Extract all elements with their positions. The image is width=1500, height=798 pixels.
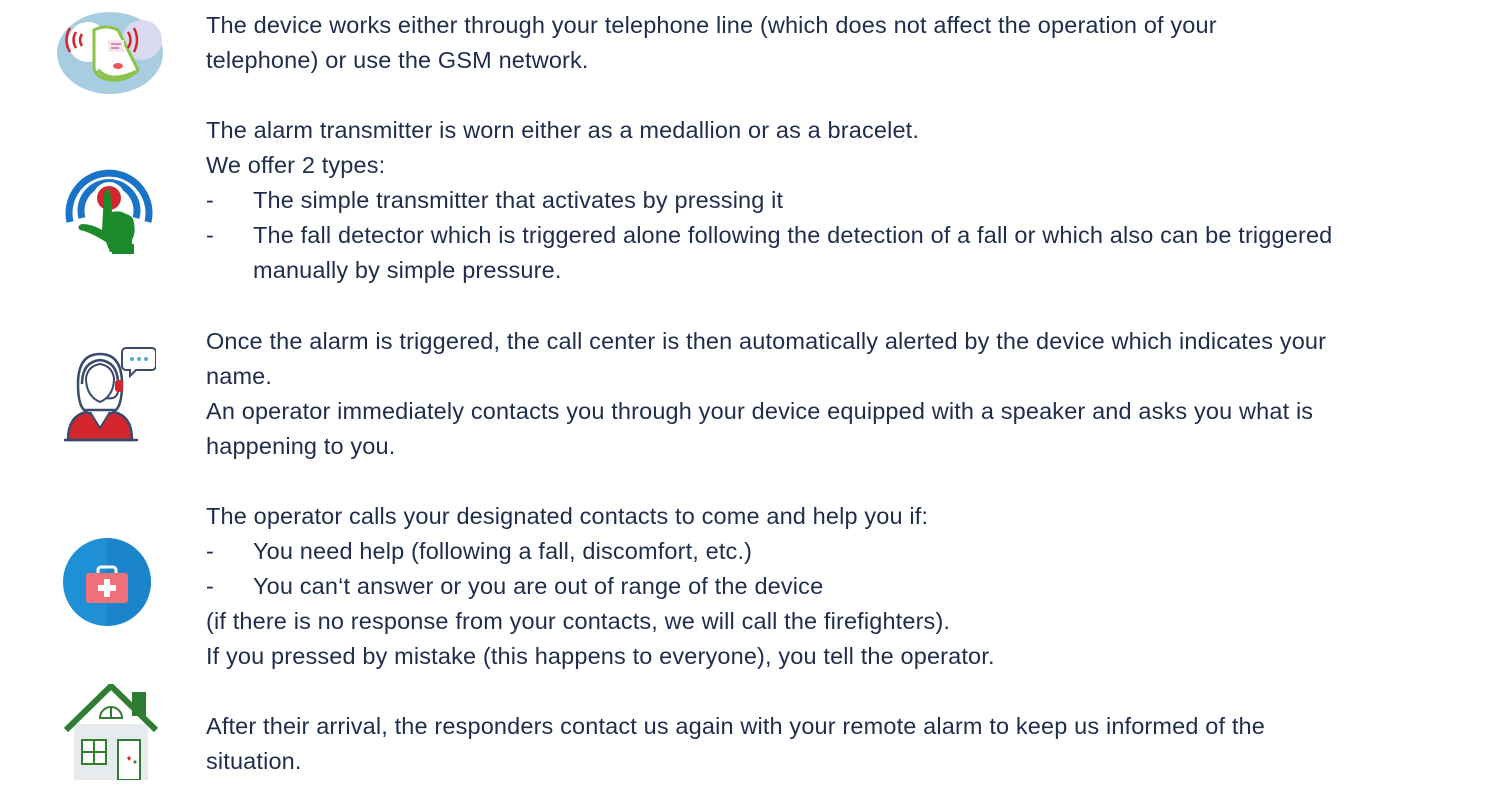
transmitter-bullet-1: The simple transmitter that activates by pressing it: [253, 187, 784, 213]
alarm-base-station-icon: [56, 10, 164, 96]
first-aid-kit-icon: [62, 537, 152, 627]
transmitter-text-line-2: We offer 2 types:: [206, 152, 386, 178]
call-center-text-line-1: Once the alarm is triggered, the call center is then automatically alerted by the device which indicates your: [206, 328, 1327, 354]
contacts-bullet-1: You need help (following a fall, discomfort, etc.): [253, 538, 753, 564]
contacts-intro: The operator calls your designated contacts to come and help you if:: [206, 503, 929, 529]
transmitter-text-line-1: The alarm transmitter is worn either as a medallion or as a bracelet.: [206, 117, 920, 143]
bullet-dash: -: [206, 573, 214, 599]
call-center-operator-icon: [60, 344, 156, 444]
bullet-dash: -: [206, 222, 214, 248]
arrival-text-line-2: situation.: [206, 748, 302, 774]
bullet-dash: -: [206, 538, 214, 564]
press-button-icon: [60, 160, 158, 256]
arrival-text-line-1: After their arrival, the responders contact us again with your remote alarm to keep us informed of the: [206, 713, 1265, 739]
call-center-text-line-3: An operator immediately contacts you through your device equipped with a speaker and asks you what is: [206, 398, 1314, 424]
contacts-bullet-2: You can‘t answer or you are out of range of the device: [253, 573, 824, 599]
call-center-text-line-2: name.: [206, 363, 273, 389]
bullet-dash: -: [206, 187, 214, 213]
transmitter-bullet-2-line-2: manually by simple pressure.: [253, 257, 562, 283]
house-icon: [64, 684, 158, 780]
call-center-text-line-4: happening to you.: [206, 433, 396, 459]
device-text-line-2: telephone) or use the GSM network.: [206, 47, 589, 73]
transmitter-bullet-2-line-1: The fall detector which is triggered alone following the detection of a fall or which also can be triggered: [253, 222, 1333, 248]
device-text-line-1: The device works either through your telephone line (which does not affect the operation of your: [206, 12, 1217, 38]
contacts-text-line-2: If you pressed by mistake (this happens to everyone), you tell the operator.: [206, 643, 995, 669]
contacts-text-line-1: (if there is no response from your contacts, we will call the firefighters).: [206, 608, 951, 634]
